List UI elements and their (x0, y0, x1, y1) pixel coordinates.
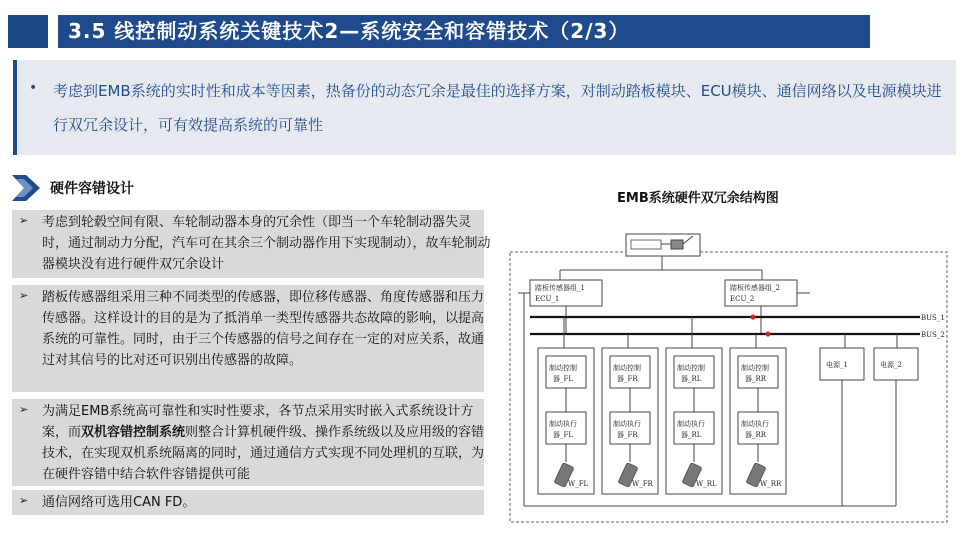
point-box-4 (12, 490, 484, 515)
page-title: 3.5 线控制动系统关键技术2—系统安全和容错技术（2/3） (58, 15, 870, 48)
point-text-2: 踏板传感器组采用三种不同类型的传感器，即位移传感器、角度传感器和压力传感器。这样设计的目的是为了抵消单一类型传感器共态故障的影响，以提高系统的可靠性。同时，由于三个传感器的信号之间存在一定的对应关系，故通过对其信号的比对还可识别出传感器的故障。 (42, 290, 485, 368)
power2-label: 电源_2 (880, 361, 902, 369)
section-title: 硬件容错设计 (50, 181, 134, 197)
ctrl-rr-1: 制动控制 (741, 364, 769, 372)
point-box-2 (12, 285, 484, 392)
point-text-4: 通信网络可选用CAN FD。 (42, 495, 196, 510)
ctrl-fl-1: 制动控制 (549, 364, 577, 372)
exec-rl-1: 制动执行 (677, 420, 705, 428)
bus2-label: BUS_2 (921, 331, 945, 339)
point-text-3-after: 则整合计算机硬件级、操作系统级以及应用级的容错技术，在实现双机系统隔离的同时，通过通信方式实现不同处理机的互联，为在硬件容错中结合软件容错提供可能 (42, 425, 485, 482)
ctrl-fr-2: 器_FR (617, 375, 638, 383)
ecu1-line2: ECU_1 (535, 295, 560, 303)
wheel-fl: W_FL (568, 480, 589, 488)
exec-fr-1: 制动执行 (613, 420, 641, 428)
redundancy-diagram (500, 222, 955, 528)
ctrl-fr-1: 制动控制 (613, 364, 641, 372)
point-text-3-bold: 双机容错控制系统 (81, 425, 186, 440)
point-text-1: 考虑到轮毂空间有限、车轮制动器本身的冗余性（即当一个车轮制动器失灵时，通过制动力分配，汽车可在其余三个制动器作用下实现制动），故车轮制动器模块没有进行硬件双冗余设计 (42, 215, 491, 272)
point-text-3-before: 为满足EMB系统高可靠性和实时性要求，各节点采用实时嵌入式系统设计方案，而 (42, 404, 474, 440)
power1-label: 电源_1 (826, 361, 848, 369)
ecu2-line1: 踏板传感器组_2 (730, 284, 780, 292)
exec-rr-1: 制动执行 (741, 420, 769, 428)
intro-bullet: • (29, 80, 38, 96)
title-accent-bar (8, 15, 48, 48)
diagram-title: EMB系统硬件双冗余结构图 (617, 191, 779, 206)
ctrl-rr-2: 器_RR (745, 375, 767, 383)
exec-fl-2: 器_FL (553, 431, 574, 439)
exec-fr-2: 器_FR (617, 431, 638, 439)
point-marker: ➢ (19, 214, 29, 227)
wheel-rr: W_RR (760, 480, 782, 488)
intro-text: 考虑到EMB系统的实时性和成本等因素，热备份的动态冗余是最佳的选择方案，对制动踏板模块、ECU模块、通信网络以及电源模块进行双冗余设计，可有效提高系统的可靠性 (53, 82, 942, 134)
point-marker: ➢ (19, 289, 29, 302)
bus1-label: BUS_1 (921, 314, 945, 322)
section-arrow-icon (12, 175, 40, 201)
point-text-3 (42, 401, 492, 485)
ecu2-line2: ECU_2 (730, 295, 755, 303)
ctrl-rl-1: 制动控制 (677, 364, 705, 372)
wheel-rl: W_RL (696, 480, 717, 488)
wheel-fr: W_FR (632, 480, 653, 488)
point-marker: ➢ (19, 403, 29, 416)
point-marker: ➢ (19, 494, 29, 507)
intro-panel (13, 60, 956, 155)
point-box-1 (12, 210, 491, 278)
exec-rr-2: 器_RR (745, 431, 767, 439)
ecu1-line1: 踏板传感器组_1 (535, 284, 585, 292)
ctrl-rl-2: 器_RL (681, 375, 702, 383)
point-box-3 (12, 399, 484, 486)
exec-fl-1: 制动执行 (549, 420, 577, 428)
exec-rl-2: 器_RL (681, 431, 702, 439)
ctrl-fl-2: 器_FL (553, 375, 574, 383)
